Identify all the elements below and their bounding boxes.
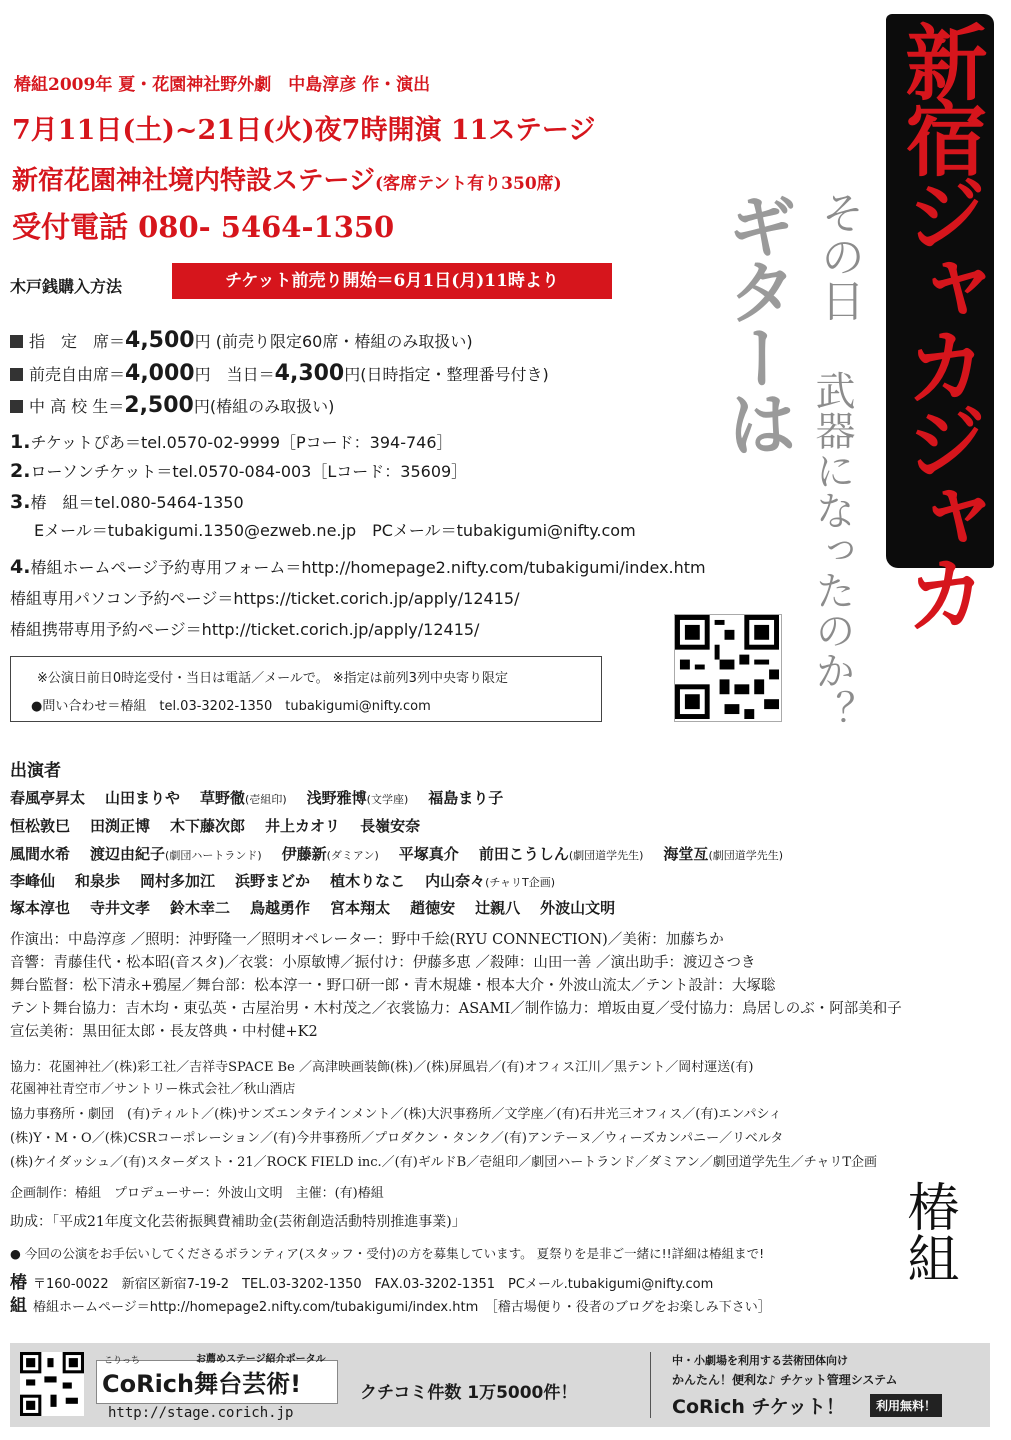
cast-heading: 出演者 [10, 761, 61, 781]
price-note: (椿組のみ取扱い) [209, 397, 335, 416]
grant-credit: 助成：「平成21年度文化芸術振興費補助金(芸術創造活動特別推進事業)」 [10, 1214, 466, 1230]
cast-member [540, 899, 615, 917]
cast-member [428, 789, 503, 807]
cooperation-line: 協力：花園神社／(株)彩工社／吉祥寺SPACE Be ／高津映画装飾(株)／(株)屏風岩／(有)オフィス江川／黒テント／岡村運送(有) [10, 1060, 754, 1075]
bullet-square-icon [10, 335, 23, 348]
staff-line: テント舞台協力：吉木均・東弘英・古屋治男・木村茂之／衣裳協力：ASAMI／制作協力：増坂由夏／受付協力：鳥居しのぶ・阿部美和子 [10, 1001, 902, 1017]
cooperation-line: 協力事務所・劇団 (有)ティルト／(株)サンズエンタテインメント／(株)大沢事務所／文学座／(有)石井光三オフィス／(有)エンパシィ [10, 1107, 782, 1122]
price-value: 4,000 [125, 361, 195, 386]
cast-member [399, 845, 459, 863]
notice-box [10, 656, 602, 722]
purchase-method-label: 木戸銭購入方法 [10, 277, 123, 296]
bullet-square-icon [10, 368, 23, 381]
channel-tsubakigumi [10, 490, 244, 513]
cooperation-line: 花園神社青空市／サントリー株式会社／秋山酒店 [10, 1082, 296, 1097]
channel-pia [10, 430, 453, 453]
cast-member [10, 899, 70, 917]
price-door-value: 4,300 [274, 361, 345, 386]
cast-member [10, 817, 70, 835]
cast-member [235, 872, 310, 890]
review-count: クチコミ件数 1万5000件！ [360, 1383, 578, 1403]
channel-homepage [10, 555, 706, 578]
price-label: 中 高 校 生＝ [29, 397, 125, 416]
price-value: 2,500 [124, 393, 194, 418]
reception-phone: 受付電話 080- 5464-1350 [12, 210, 395, 244]
cast-row [10, 787, 523, 808]
cast-name: 浜野まどか [235, 872, 311, 890]
channel-text: 椿組携帯専用予約ページ＝http://ticket.corich.jp/apply/12415/ [10, 620, 480, 639]
cast-name: 前田こうしん [478, 845, 569, 863]
cast-name: 和泉歩 [75, 872, 121, 890]
channel-pc-page [10, 586, 519, 609]
cast-affiliation: (劇団ハートランド) [165, 849, 262, 862]
price-students [10, 393, 334, 418]
cast-member [282, 845, 379, 863]
notice-line: ※公演日前日0時迄受付・当日は電話／メールで。 ※指定は前列3列中央寄り限定 [37, 671, 508, 686]
staff-line: 音響：青藤佳代・松本昭(音スタ)／衣裳：小原敏博／振付け：伊藤多恵 ／殺陣：山田一善 ／演出助手：渡辺さつき [10, 955, 756, 971]
cast-name: 山田まりや [105, 789, 181, 807]
corich-tagline: お薦めステージ紹介ポータル [196, 1354, 326, 1365]
channel-text: Eメール＝tubakigumi.1350@ezweb.ne.jp PCメール＝tubakigumi@nifty.com [34, 521, 636, 540]
cast-member [10, 845, 70, 863]
cast-member [140, 872, 215, 890]
inquiry-line: ●問い合わせ＝椿組 tel.03-3202-1350 tubakigumi@nifty.com [31, 699, 431, 714]
cast-member [170, 899, 230, 917]
channel-num: 4. [10, 556, 31, 578]
venue [12, 160, 562, 197]
cast-row [10, 815, 440, 836]
cast-name: 田渕正博 [90, 817, 151, 835]
cast-member [330, 872, 405, 890]
cast-row [10, 843, 803, 864]
cast-name: 木下藤次郎 [170, 817, 246, 835]
channel-text: 椿 組＝tel.080-5464-1350 [30, 493, 244, 512]
cast-name: 寺井文孝 [90, 899, 151, 917]
cast-member [75, 872, 120, 890]
calligraphy-signature: 椿組 [898, 1180, 958, 1284]
price-label: 前売自由席＝ [29, 365, 126, 384]
cast-name: 草野徹 [200, 789, 246, 807]
ticket-system-line-2: かんたん！便利な♪ チケット管理システム [672, 1373, 898, 1387]
cooperation-line: (株)ケイダッシュ／(有)スターダスト・21／ROCK FIELD inc.／(有)ギルドB／壱組印／劇団ハートランド／ダミアン／劇団道学先生／チャリT企画 [10, 1155, 878, 1170]
price-reserved [10, 328, 473, 353]
price-value: 4,500 [125, 328, 195, 353]
production-subtitle: 椿組2009年 夏・花園神社野外劇 中島淳彦 作・演出 [14, 75, 431, 95]
cast-name: 宮本翔太 [330, 899, 391, 917]
cast-name: 鈴木幸二 [170, 899, 231, 917]
price-unit: 円 [193, 397, 210, 416]
price-unit: 円 [194, 332, 211, 351]
cast-name: 塚本淳也 [10, 899, 71, 917]
cast-name: 浅野雅博 [306, 789, 367, 807]
cast-member [330, 899, 390, 917]
corich-ticket-logo: CoRich チケット！ [672, 1396, 845, 1418]
price-note: (日時指定・整理番号付き) [360, 365, 549, 384]
channel-email [34, 518, 636, 541]
corich-logo: CoRich舞台芸術! [102, 1370, 302, 1398]
channel-num: 3. [10, 491, 31, 513]
staff-line: 宣伝美術：黒田征太郎・長友啓典・中村健+K2 [10, 1024, 318, 1040]
staff-line: 作演出：中島淳彦 ／照明：沖野隆一／照明オペレーター：野中千絵(RYU CONNECTION)／美術：加藤ちか [10, 932, 724, 948]
price-door-label: 当日＝ [226, 365, 275, 384]
cast-affiliation: (文学座) [366, 793, 409, 806]
cast-member [360, 817, 420, 835]
presale-banner: チケット前売り開始＝6月1日(月)11時より [172, 263, 612, 299]
corich-url[interactable]: http://stage.corich.jp [108, 1405, 294, 1421]
ticket-system-line-1: 中・小劇場を利用する芸術団体向け [672, 1354, 848, 1367]
cast-member [663, 845, 783, 863]
cast-name: 風間水希 [10, 845, 71, 863]
qr-code-icon [674, 614, 782, 722]
cast-member [90, 845, 262, 863]
footer-divider [650, 1352, 651, 1418]
cast-name: 辻親八 [475, 899, 521, 917]
cast-member [10, 872, 55, 890]
cast-name: 岡村多加江 [140, 872, 216, 890]
cast-member [250, 899, 310, 917]
cast-affiliation: (ダミアン) [326, 849, 379, 862]
channel-text: 椿組専用パソコン予約ページ＝https://ticket.corich.jp/apply/12415/ [10, 589, 520, 608]
cast-member [265, 817, 340, 835]
corich-kana: こりっち [104, 1356, 141, 1366]
cast-name: 内山奈々 [425, 872, 486, 890]
subtitle-sonohi: その日 [813, 190, 864, 322]
price-unit: 円 [344, 365, 361, 384]
price-advance [10, 361, 549, 386]
cast-member [307, 789, 409, 807]
channel-text: ローソンチケット＝tel.0570-084-003［Lコード：35609］ [30, 462, 468, 481]
cast-name: 趙徳安 [410, 899, 456, 917]
cast-name: 伊藤新 [281, 845, 327, 863]
address-line-1 [10, 1268, 713, 1293]
cast-member [170, 817, 245, 835]
production-credit: 企画制作：椿組 プロデューサー：外波山文明 主催：(有)椿組 [10, 1186, 384, 1201]
main-title: 新宿ジャカジャカ [892, 20, 988, 628]
address-label-1: 椿 [10, 1273, 27, 1293]
bullet-square-icon [10, 400, 23, 413]
cast-member [90, 899, 150, 917]
channel-num: 1. [10, 431, 31, 453]
cast-member [105, 789, 180, 807]
cast-name: 植木りなこ [330, 872, 406, 890]
price-label: 指 定 席＝ [29, 332, 126, 351]
free-badge: 利用無料！ [870, 1394, 942, 1417]
channel-text: チケットぴあ＝tel.0570-02-9999［Pコード：394-746］ [30, 433, 453, 452]
channel-text: 椿組ホームページ予約専用フォーム＝http://homepage2.nifty.com/tubakigumi/index.htm [30, 558, 706, 577]
cast-affiliation: (劇団道学先生) [708, 849, 784, 862]
channel-lawson [10, 459, 467, 482]
venue-note: (客席テント有り350席) [374, 174, 562, 194]
cast-member [10, 789, 85, 807]
cooperation-line: (株)Y・M・O／(株)CSRコーポレーション／(有)今井事務所／プロダクン・タンク／(有)アンテーヌ／ウィーズカンパニー／リベルタ [10, 1131, 784, 1146]
subtitle-guitar: ギターは [716, 190, 798, 454]
cast-row [10, 870, 575, 891]
channel-num: 2. [10, 460, 31, 482]
cast-name: 恒松敦巳 [10, 817, 71, 835]
channel-mobile-page [10, 617, 479, 640]
cast-member [479, 845, 644, 863]
cast-member [90, 817, 150, 835]
cast-member [410, 899, 455, 917]
address-text-2: 椿組ホームページ＝http://homepage2.nifty.com/tubakigumi/index.htm ［稽古場便り・役者のブログをお楽しみ下さい］ [33, 1300, 771, 1315]
address-line-2 [10, 1291, 771, 1316]
venue-name: 新宿花園神社境内特設ステージ [12, 166, 375, 196]
cast-name: 平塚真介 [398, 845, 459, 863]
cast-member [425, 872, 555, 890]
cast-name: 春風亭昇太 [10, 789, 86, 807]
qr-code-icon [20, 1352, 84, 1416]
cast-name: 李峰仙 [10, 872, 56, 890]
cast-name: 鳥越勇作 [250, 899, 311, 917]
address-label-2: 組 [10, 1296, 27, 1316]
price-note: (前売り限定60席・椿組のみ取扱い) [215, 332, 473, 351]
cast-name: 海堂亙 [663, 845, 709, 863]
performance-dates: 7月11日(土)~21日(火)夜7時開演 11ステージ [12, 115, 596, 146]
cast-name: 外波山文明 [540, 899, 616, 917]
cast-member [200, 789, 287, 807]
volunteer-notice: ● 今回の公演をお手伝いしてくださるボランティア(スタッフ・受付)の方を募集しています。 夏祭りを是非ご一緒に!!詳細は椿組まで! [10, 1246, 765, 1261]
cast-name: 渡辺由紀子 [90, 845, 166, 863]
staff-line: 舞台監督：松下清永+鴉屋／舞台部：松本淳一・野口研一郎・青木規雄・根本大介・外波山流太／テント設計：大塚聡 [10, 978, 776, 994]
address-text-1: 〒160-0022 新宿区新宿7-19-2 TEL.03-3202-1350 FAX.03-3202-1351 PCメール.tubakigumi@nifty.com [33, 1277, 714, 1292]
cast-affiliation: (チャリT企画) [485, 876, 556, 889]
cast-affiliation: (壱組印) [245, 793, 287, 806]
cast-member [475, 899, 520, 917]
price-unit: 円 [194, 365, 211, 384]
cast-name: 井上カオリ [265, 817, 341, 835]
cast-name: 長嶺安奈 [360, 817, 421, 835]
subtitle-weapon: 武器になったのか？ [809, 370, 855, 730]
cast-row [10, 897, 635, 918]
cast-affiliation: (劇団道学先生) [568, 849, 644, 862]
cast-name: 福島まり子 [428, 789, 504, 807]
